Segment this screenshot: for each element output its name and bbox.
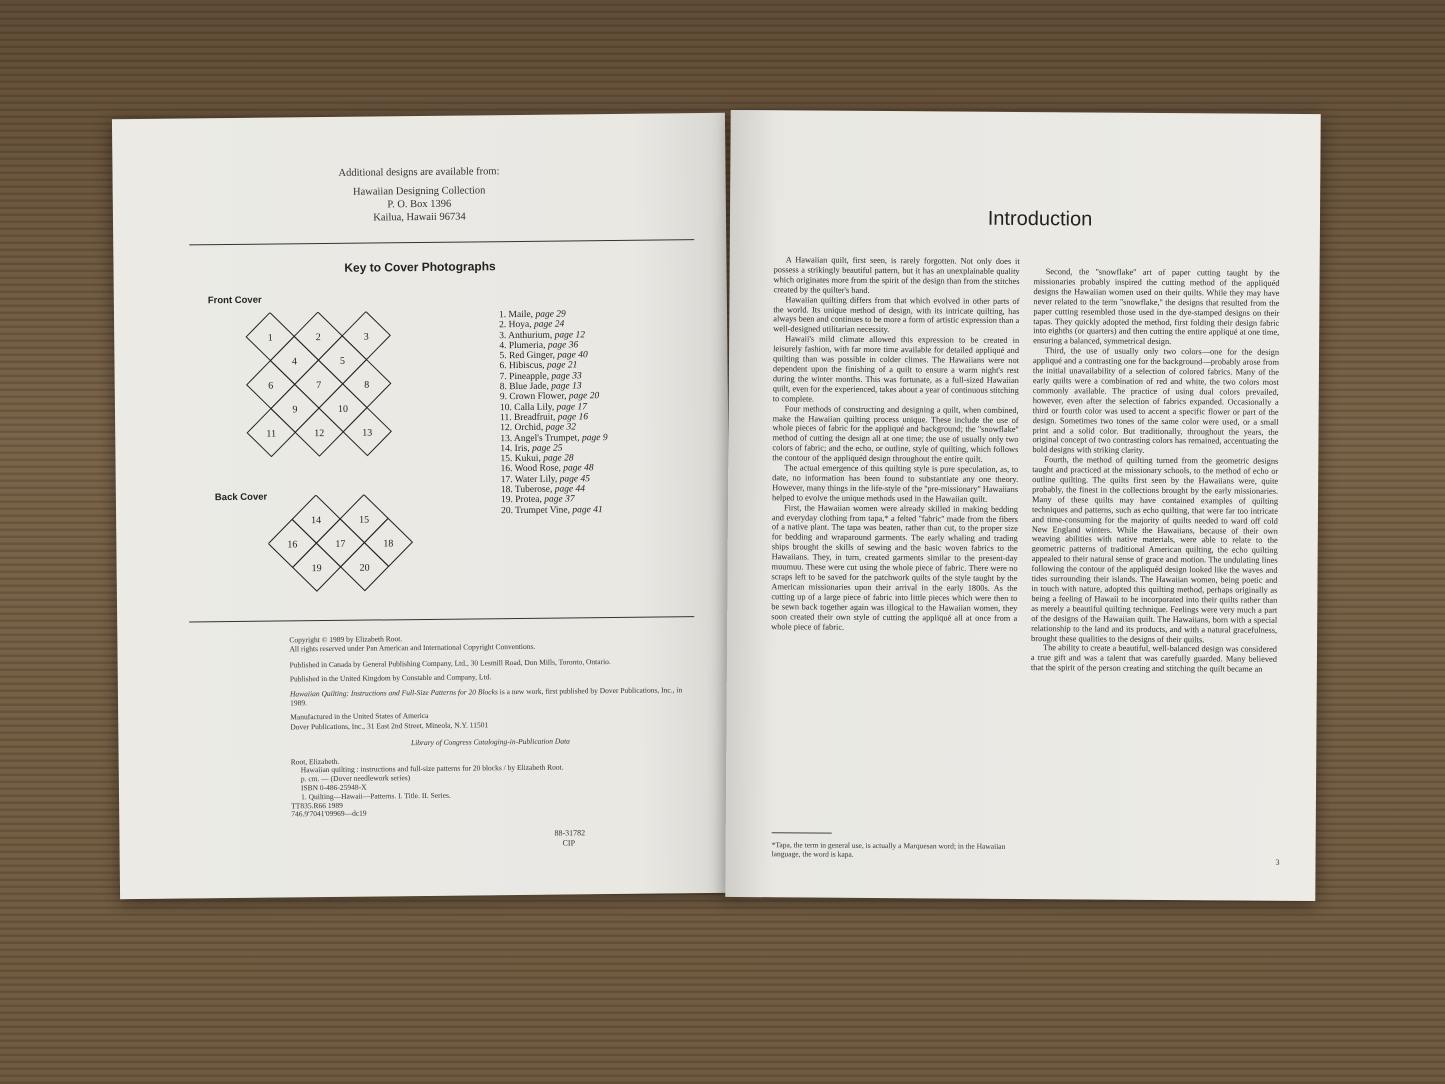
paragraph: A Hawaiian quilt, first seen, is rarely forgotten. Not only does it possess a strikingly beautiful pattern, but it has an unexplainable quality which originates more from the spirit of the design than from the stitches created by the quilter's hand.	[773, 255, 1020, 295]
legend-item: 6. Hibiscus, page 21	[499, 360, 578, 372]
back-cover-number: 20	[359, 562, 370, 574]
published-uk: Published in the United Kingdom by Constable and Company, Ltd.	[289, 672, 492, 684]
legend-item: 14. Iris, page 25	[500, 443, 563, 455]
copyright-line: All rights reserved under Pan American and International Copyright Conventions.	[289, 642, 536, 654]
manufactured: Manufactured in the United States of America	[290, 711, 429, 722]
front-cover-number: 10	[337, 403, 349, 415]
back-cover-number: 14	[311, 515, 322, 527]
text-column-right	[1031, 267, 1280, 675]
book-description: Hawaiian Quilting: Instructions and Full-Size Patterns for 20 Blocks is a new work, first published by Dover Publications, Inc., in 1989.	[289, 684, 683, 708]
legend-item: 12. Orchid, page 32	[500, 422, 576, 434]
legend-item: 13. Angel's Trumpet, page 9	[500, 432, 608, 444]
legend-item: 17. Water Lily, page 45	[500, 473, 590, 485]
legend-item: 20. Trumpet Vine, page 41	[501, 504, 603, 516]
paragraph: Four methods of constructing and designing a quilt, when combined, make the Hawaiian quilting process unique. These include the use of whole pieces of fabric for the appliqué and background; the ''snowflake'' method of cutting the design all at one time; the use of usually only two colors of fabric; and the echo, or outline, style of quilting, which follows the contour of the appliquéd design throughout the entire quilt.	[772, 403, 1019, 464]
legend-item: 5. Red Ginger, page 40	[499, 350, 588, 362]
front-cover-number: 13	[362, 427, 373, 439]
text-column-left	[771, 255, 1020, 633]
paragraph: Hawaii's mild climate allowed this expression to be created in leisurely fashion, with far more time available for detailed appliqué and quilting than was possible in colder climes. The Hawaiians were not dependent upon the finishing of a quilt to ensure a warm night's rest during the winter months. This was fortunate, as a full-sized Hawaiian quilt, even for the experienced, takes about a year of continuous stitching to complete.	[772, 334, 1020, 404]
ad-line: Hawaiian Designing Collection	[352, 185, 486, 198]
cip-line: Root, Elizabeth.	[290, 756, 340, 767]
back-cover-number: 15	[359, 514, 370, 526]
front-cover-number: 7	[316, 380, 322, 392]
cip-label: CIP	[562, 838, 576, 848]
cip-line: 1. Quilting—Hawaii—Patterns. I. Title. II. Series.	[300, 790, 451, 802]
legend-item: 15. Kukui, page 28	[500, 453, 574, 465]
loc-heading: Library of Congress Cataloging-in-Publication Data	[410, 736, 570, 748]
cip-block	[291, 754, 692, 820]
legend-item: 4. Plumeria, page 36	[499, 340, 579, 352]
front-cover-number: 4	[291, 356, 298, 368]
published-canada: Published in Canada by General Publishing Company, Ltd., 30 Lesmill Road, Don Mills, Toronto, Ontario.	[289, 656, 611, 670]
front-cover-number: 3	[363, 331, 369, 343]
front-cover-label: Front Cover	[207, 294, 262, 307]
paragraph: The ability to create a beautiful, well-balanced design was considered a true gift and was a talent that was carefully guarded. Many believed that the spirit of the person creating and stitching the quilt became an	[1030, 643, 1278, 674]
paragraph: Hawaiian quilting differs from that which evolved in other parts of the world. Its unique method of design, with its intricate quilting, has always been and continues to be more a form of artistic expression than a well-designed utilitarian necessity.	[773, 294, 1020, 335]
cip-number: 88-31782	[554, 828, 586, 838]
front-cover-number: 6	[268, 380, 274, 392]
legend-item: 7. Pineapple, page 33	[499, 371, 582, 382]
cip-line: p. cm. — (Dover needlework series)	[300, 773, 411, 784]
front-cover-number: 2	[315, 332, 321, 344]
paragraph: Third, the use of usually only two colors—one for the design appliqué and a contrasting one for the background—probably arose from the initial unavailability of a selection of colored fabrics. Many of the early quilts were a combination of red and white, the two colors most commonly available. The practice of using dual colors prevailed, however, even after the selection of fabrics expanded. Occasionally a third or fourth color was used to accent a specific flower or part of the design. Sometimes two tones of the same color were used, or a small print and a solid color. But traditionally, throughout the years, the original concept of two contrasting colors has remained, accentuating the bold designs with striking clarity.	[1032, 346, 1280, 456]
paragraph: Second, the ''snowflake'' art of paper cutting taught by the missionaries probably inspired the cutting method of the appliquéd designs the Hawaiian women used on their quilts. While they may have never related to the term ''snowflake,'' the designs that resulted from the paper cutting resembled those used in the dye-stamped designs on their tapas. They quickly adopted the method, first folding their design fabric into eighths (or quarters) and then cutting the entire appliqué at one time, ensuring a balanced, symmetrical design.	[1033, 267, 1280, 347]
left-page	[112, 113, 733, 899]
ad-line: Additional designs are available from:	[338, 166, 500, 179]
front-cover-number: 5	[339, 355, 346, 367]
copyright-block	[289, 631, 691, 819]
legend-item: 2. Hoya, page 24	[499, 319, 565, 331]
front-cover-number: 9	[292, 404, 298, 416]
paragraph: First, the Hawaiian women were already skilled in making bedding and everyday clothing from tapa,* a felted ''fabric'' made from the fibers of a native plant. The tapa was beaten, rather than cut, to the proper size for bedding and wraparound garments. The early whaling and trading ships brought the skills of sewing and the basic woven fabrics to the Hawaiians. They, in turn, created garments similar to the present-day muumuu. These were cut using the whole piece of fabric. There were no scraps left to be saved for the patchwork quilts of the style taught by the American missionaries upon their arrival in the early 1800s. As the cutting up of a large piece of fabric into little pieces which were then to be sewn back together again was illogical to the Hawaiian women, they soon created their own style of cutting the appliqué all at once from a whole piece of fabric.	[771, 502, 1019, 632]
right-page	[725, 110, 1320, 901]
legend-item: 19. Protea, page 37	[500, 494, 575, 506]
legend-item: 3. Anthurium, page 12	[499, 329, 586, 341]
cip-line: TT835.R66 1989	[291, 800, 343, 811]
dover-address: Dover Publications, Inc., 31 East 2nd Street, Mineola, N.Y. 11501	[290, 720, 489, 732]
legend-item: 1. Maile, page 29	[498, 309, 566, 321]
divider-top	[189, 239, 694, 245]
cip-line: ISBN 0-486-25948-X	[300, 782, 367, 793]
front-cover-number: 11	[266, 428, 277, 440]
back-cover-diagram	[268, 494, 449, 608]
key-title: Key to Cover Photographs	[344, 259, 496, 275]
legend-item: 11. Breadfruit, page 16	[500, 412, 589, 424]
paragraph: Fourth, the method of quilting turned from the geometric designs taught and practiced at the missionary schools, to the method of echo or outline quilting. The quilts first seen by the Hawaiians were, quite probably, the finest in the collections brought by the early missionaries. Many of these quilts may have contained examples of quilting techniques and patterns, such as echo quilting, that were far too intricate and time-consuming for the majority of quilts needed to ward off cold New England winters. While the Hawaiians, because of their own weaving abilities with native materials, were able to relate to the geometric patterns of traditional American quilting, the echo quilting appealed to their natural sense of grace and motion. The undulating lines following the contour of the appliquéd design looked like the waves and tides surrounding their islands. The Hawaiian women, being poetic and in touch with nature, adopted this quilting method, perhaps originally as being a feeling of Hawaii to be incorporated into their quilts rather than as merely a beautiful quilting technique. Feelings were very much a part of the designs of the Hawaiian quilt. The Hawaiians, born with a special relationship to the land and its products, and with a natural gracefulness, brought these qualities to the designs of their quilts.	[1031, 455, 1279, 644]
footnote: *Tapa, the term in general use, is actually a Marquesan word; in the Hawaiian language, the word is kapa.	[771, 840, 1006, 860]
cip-line: Hawaiian quilting : instructions and full-size patterns for 20 blocks / by Elizabeth Root.	[300, 762, 564, 775]
legend-item: 16. Wood Rose, page 48	[500, 463, 594, 475]
legend-item: 18. Tuberose, page 44	[500, 484, 586, 496]
cip-number-block	[554, 828, 585, 848]
page-title: Introduction	[987, 207, 1093, 231]
cover-legend	[499, 309, 608, 516]
cip-line: 746.9'7041'09969—dc19	[291, 809, 367, 819]
footnote-rule	[772, 832, 832, 833]
ad-line: P. O. Box 1396	[387, 198, 452, 211]
additional-designs-notice	[112, 163, 726, 227]
ad-line: Kailua, Hawaii 96734	[373, 211, 466, 224]
front-cover-number: 8	[364, 379, 370, 391]
legend-item: 8. Blue Jade, page 13	[499, 381, 582, 393]
front-cover-number: 1	[267, 332, 273, 344]
copyright-line: Copyright © 1989 by Elizabeth Root.	[289, 634, 403, 645]
front-cover-number: 12	[314, 428, 325, 440]
back-cover-number: 18	[383, 538, 394, 550]
divider-bottom	[189, 616, 694, 622]
back-cover-number: 19	[311, 563, 322, 575]
back-cover-label: Back Cover	[214, 491, 268, 504]
back-cover-number: 17	[335, 538, 346, 550]
back-cover-number: 16	[287, 539, 298, 551]
legend-item: 9. Crown Flower, page 20	[499, 391, 600, 403]
paragraph: The actual emergence of this quilting style is pure speculation, as, to date, no information has been found to substantiate any one theory. However, many things in the life-style of the ''pre-missionary'' Hawaiians helped to evolve the unique methods used in the Hawaiian quilt.	[772, 463, 1019, 504]
front-cover-diagram	[222, 311, 424, 485]
page-number: 3	[1275, 857, 1280, 867]
legend-item: 10. Calla Lily, page 17	[499, 401, 588, 413]
